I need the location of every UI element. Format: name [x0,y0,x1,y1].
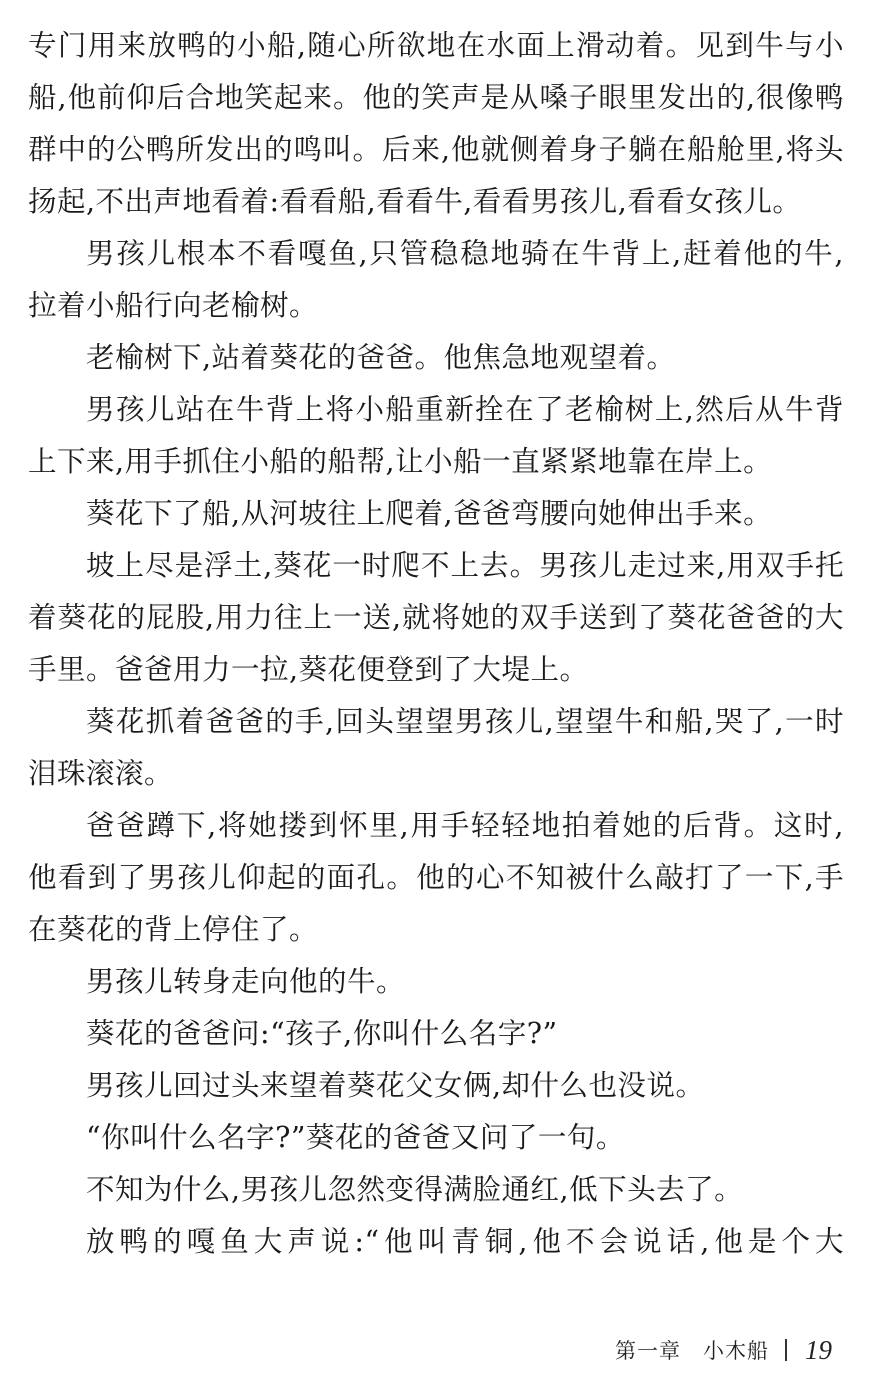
text-line-18: 在葵花的背上停住了。 [28,913,319,946]
text-line-8: 男孩儿站在牛背上将小船重新拴在了老榆树上,然后从牛背 [86,393,844,426]
text-line-22: “你叫什么名字?”葵花的爸爸又问了一句。 [86,1121,625,1154]
text-line-5: 男孩儿根本不看嘎鱼,只管稳稳地骑在牛背上,赶着他的牛, [86,237,844,270]
footer-divider [785,1339,787,1361]
text-line-14: 葵花抓着爸爸的手,回头望望男孩儿,望望牛和船,哭了,一时 [86,705,844,738]
page-footer [615,1330,832,1370]
text-line-1: 专门用来放鸭的小船,随心所欲地在水面上滑动着。见到牛与小 [28,29,844,62]
chapter-title: 第一章 小木船 [615,1339,769,1363]
text-line-4: 扬起,不出声地看着:看看船,看看牛,看看男孩儿,看看女孩儿。 [28,185,802,218]
text-line-10: 葵花下了船,从河坡往上爬着,爸爸弯腰向她伸出手来。 [86,497,773,530]
text-line-24: 放鸭的嘎鱼大声说:“他叫青铜,他不会说话,他是个大 [86,1225,844,1258]
page-number: 19 [805,1334,832,1365]
text-line-12: 着葵花的屁股,用力往上一送,就将她的双手送到了葵花爸爸的大 [28,601,844,634]
text-line-16: 爸爸蹲下,将她搂到怀里,用手轻轻地拍着她的后背。这时, [86,809,844,842]
text-line-15: 泪珠滚滚。 [28,757,174,790]
text-line-3: 群中的公鸭所发出的鸣叫。后来,他就侧着身子躺在船舱里,将头 [28,133,844,166]
text-line-20: 葵花的爸爸问:“孩子,你叫什么名字?” [86,1017,558,1050]
text-line-11: 坡上尽是浮土,葵花一时爬不上去。男孩儿走过来,用双手托 [86,549,844,582]
text-line-19: 男孩儿转身走向他的牛。 [86,965,406,998]
text-line-2: 船,他前仰后合地笑起来。他的笑声是从嗓子眼里发出的,很像鸭 [28,81,844,114]
text-line-9: 上下来,用手抓住小船的船帮,让小船一直紧紧地靠在岸上。 [28,445,773,478]
text-line-6: 拉着小船行向老榆树。 [28,289,319,322]
text-line-23: 不知为什么,男孩儿忽然变得满脸通红,低下头去了。 [86,1173,744,1206]
text-line-13: 手里。爸爸用力一拉,葵花便登到了大堤上。 [28,653,589,686]
text-line-21: 男孩儿回过头来望着葵花父女俩,却什么也没说。 [86,1069,705,1102]
text-line-17: 他看到了男孩儿仰起的面孔。他的心不知被什么敲打了一下,手 [28,861,844,894]
text-line-7: 老榆树下,站着葵花的爸爸。他焦急地观望着。 [86,341,676,374]
